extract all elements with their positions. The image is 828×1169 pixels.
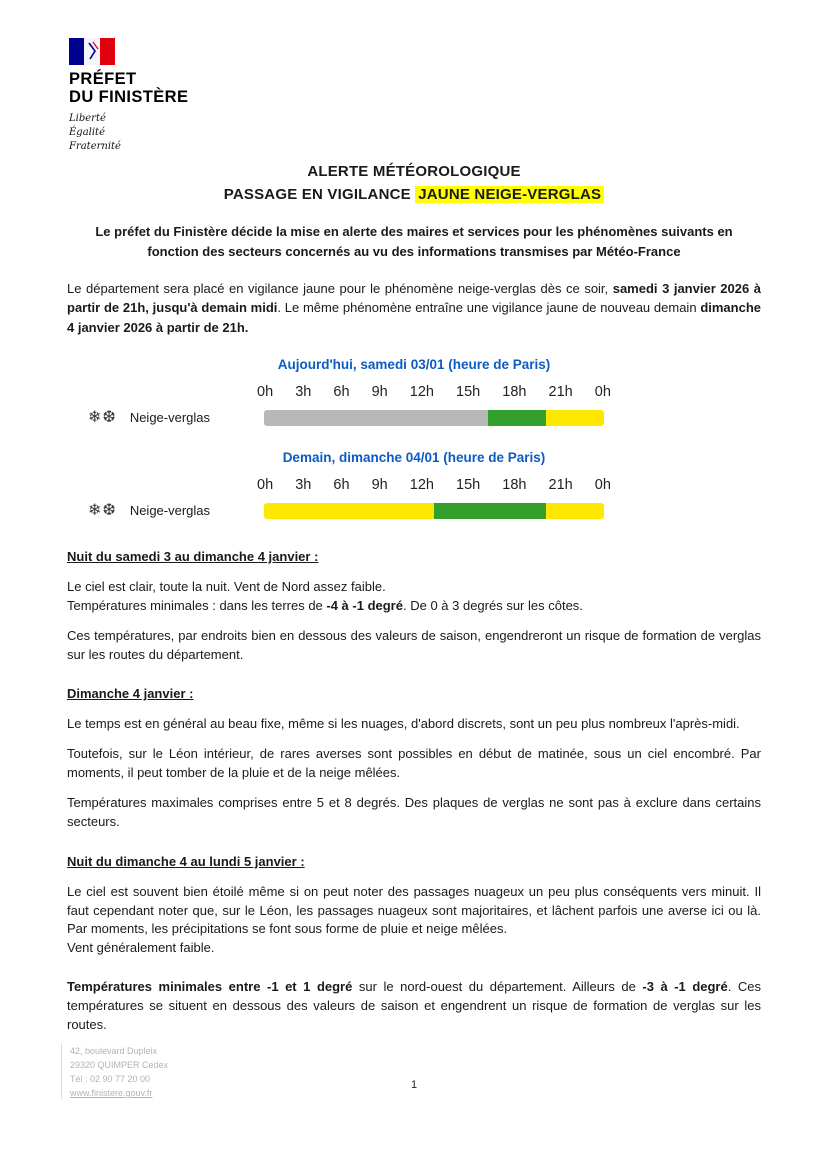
night2-temp-end: . Ces températures se situent en dessous des valeurs de saison et engendrent un risque de formation de verglas sur les routes. [67, 979, 761, 1032]
timeline-today-hours [257, 384, 611, 400]
sunday-paragraph3: Températures maximales comprises entre 5 et 8 degrés. Des plaques de verglas ne sont pas à exclure dans certains secteurs. [67, 795, 761, 829]
motto-liberte: Liberté [69, 112, 106, 124]
snowflake-icon: ❄❆ [88, 502, 117, 520]
night2-wind-line: Vent généralement faible. [67, 940, 215, 956]
footer-address-line1: 42, boulevard Dupleix [70, 1046, 158, 1057]
hour-label: 18h [502, 384, 527, 401]
lead-seg2-bold: samedi 3 janvier 2026 à partir de 21h, jusqu'à demain midi [67, 280, 762, 316]
timeline-tomorrow-left [67, 503, 264, 519]
hour-label: 6h [333, 384, 350, 401]
motto-fraternite: Fraternité [69, 140, 121, 152]
lead-seg4-bold: dimanche 4 janvier 2026 à partir de 21h. [67, 300, 761, 335]
margin-fold-mark [61, 1043, 62, 1099]
title-line1: ALERTE MÉTÉOROLOGIQUE [307, 163, 521, 181]
timeline-tomorrow-hours [257, 477, 611, 493]
bar-segment-yellow [546, 410, 604, 426]
marianne-figure [69, 38, 115, 65]
vigilance-bar-tomorrow [264, 503, 604, 519]
prefecture-name-line2: DU FINISTÈRE [69, 88, 189, 107]
hour-label: 3h [295, 384, 312, 401]
vigilance-bar-today [264, 410, 604, 426]
night1-line2 [67, 597, 761, 616]
section-heading-night2: Nuit du dimanche 4 au lundi 5 janvier : [67, 853, 305, 869]
night2-temp-bold1: Températures minimales entre -1 et 1 degré [67, 979, 353, 995]
footer-phone: Tél : 02 90 77 20 00 [70, 1074, 151, 1085]
timeline-tomorrow-grid [67, 477, 761, 519]
hour-label: 0h [594, 477, 611, 494]
snowflake-icon: ❄❆ [88, 409, 117, 427]
hour-label: 15h [456, 384, 481, 401]
lead-seg1: Le département sera placé en vigilance jaune pour le phénomène neige-verglas dès ce soir, [67, 280, 613, 296]
timeline-today-title: Aujourd'hui, samedi 03/01 (heure de Paris) [277, 357, 551, 373]
intro-paragraph: Le préfet du Finistère décide la mise en alerte des maires et services pour les phénomènes suivants en fonction des secteurs concernés au vu des informations transmises par Météo-France [95, 224, 733, 260]
lead-seg3: . Le même phénomène entraîne une vigilance jaune de nouveau demain [277, 300, 701, 316]
bar-segment-yellow [264, 503, 434, 519]
night2-temp-bold2: -3 à -1 degré [642, 979, 728, 995]
bar-segment-gray [264, 410, 488, 426]
timeline-tomorrow-right [257, 477, 611, 519]
motto [69, 112, 761, 153]
hour-label: 3h [295, 477, 312, 494]
timeline-today-right [257, 384, 611, 426]
hour-label: 9h [371, 477, 388, 494]
sunday-paragraph1: Le temps est en général au beau fixe, même si les nuages, d'abord discrets, sont un peu plus nombreux l'après-midi. [67, 716, 740, 732]
sunday-paragraph2: Toutefois, sur le Léon intérieur, de rares averses sont possibles en début de matinée, sous un ciel encombré. Par moments, il peut tomber de la pluie et de la neige mêlées. [67, 746, 761, 781]
highlighted-alert-level: JAUNE NEIGE-VERGLAS [415, 186, 604, 203]
timeline-today-left [67, 410, 264, 426]
title-line2 [67, 184, 761, 207]
section-heading-sunday: Dimanche 4 janvier : [67, 686, 194, 702]
footer-address-block [70, 1045, 168, 1101]
bar-segment-green [434, 503, 546, 519]
night1-line2-a: Températures minimales : dans les terres de [67, 597, 327, 613]
bar-segment-yellow [546, 503, 604, 519]
hour-label: 21h [548, 384, 573, 401]
title-line2-prefix: PASSAGE EN VIGILANCE [223, 185, 416, 203]
motto-egalite: Égalité [69, 126, 105, 138]
timeline-today-grid [67, 384, 761, 426]
phenomenon-label: Neige-verglas [129, 410, 211, 426]
hour-label: 0h [594, 384, 611, 401]
lead-paragraph [67, 279, 761, 338]
section-heading-night1: Nuit du samedi 3 au dimanche 4 janvier : [67, 549, 319, 565]
timeline-today [67, 357, 761, 426]
french-flag-logo [69, 38, 115, 65]
page-number: 1 [410, 1079, 418, 1091]
night1-temp-bold: -4 à -1 degré [326, 597, 403, 613]
night1-paragraph2: Ces températures, par endroits bien en dessous des valeurs de saison, engendreront un risque de formation de verglas sur les routes du département. [67, 627, 761, 662]
prefecture-name [69, 70, 761, 107]
hour-label: 0h [257, 477, 274, 494]
hour-label: 21h [548, 477, 573, 494]
night1-line1: Le ciel est clair, toute la nuit. Vent de Nord assez faible. [67, 579, 386, 595]
hour-label: 18h [502, 477, 527, 494]
footer-website-link[interactable]: www.finistere.gouv.fr [70, 1088, 153, 1099]
timeline-tomorrow-title: Demain, dimanche 04/01 (heure de Paris) [282, 450, 546, 466]
hour-label: 12h [409, 477, 434, 494]
night1-line2-c: . De 0 à 3 degrés sur les côtes. [402, 597, 583, 613]
hour-label: 0h [257, 384, 274, 401]
hour-label: 15h [456, 477, 481, 494]
night2-paragraph1: Le ciel est souvent bien étoilé même si on peut noter des passages nuageux un peu plus conséquents vers minuit. Il faut cependant noter que, sur le Léon, les passages nuageux sont majoritaires, et lâchent parfois une averse ici ou là. Par moments, les précipitations se font sous forme de pluie et neige mêlées. [67, 883, 761, 937]
timeline-tomorrow [67, 450, 761, 519]
night2-temperatures-paragraph [67, 978, 761, 1035]
hour-label: 12h [409, 384, 434, 401]
footer-address-line2: 29320 QUIMPER Cedex [70, 1060, 169, 1071]
hour-label: 6h [333, 477, 350, 494]
document-title [67, 161, 761, 206]
prefecture-header [69, 38, 761, 153]
phenomenon-label: Neige-verglas [129, 503, 211, 519]
prefecture-name-line1: PRÉFET [69, 70, 137, 88]
bar-segment-green [488, 410, 546, 426]
night2-temp-mid: sur le nord-ouest du département. Ailleurs de [352, 979, 643, 995]
hour-label: 9h [371, 384, 388, 401]
